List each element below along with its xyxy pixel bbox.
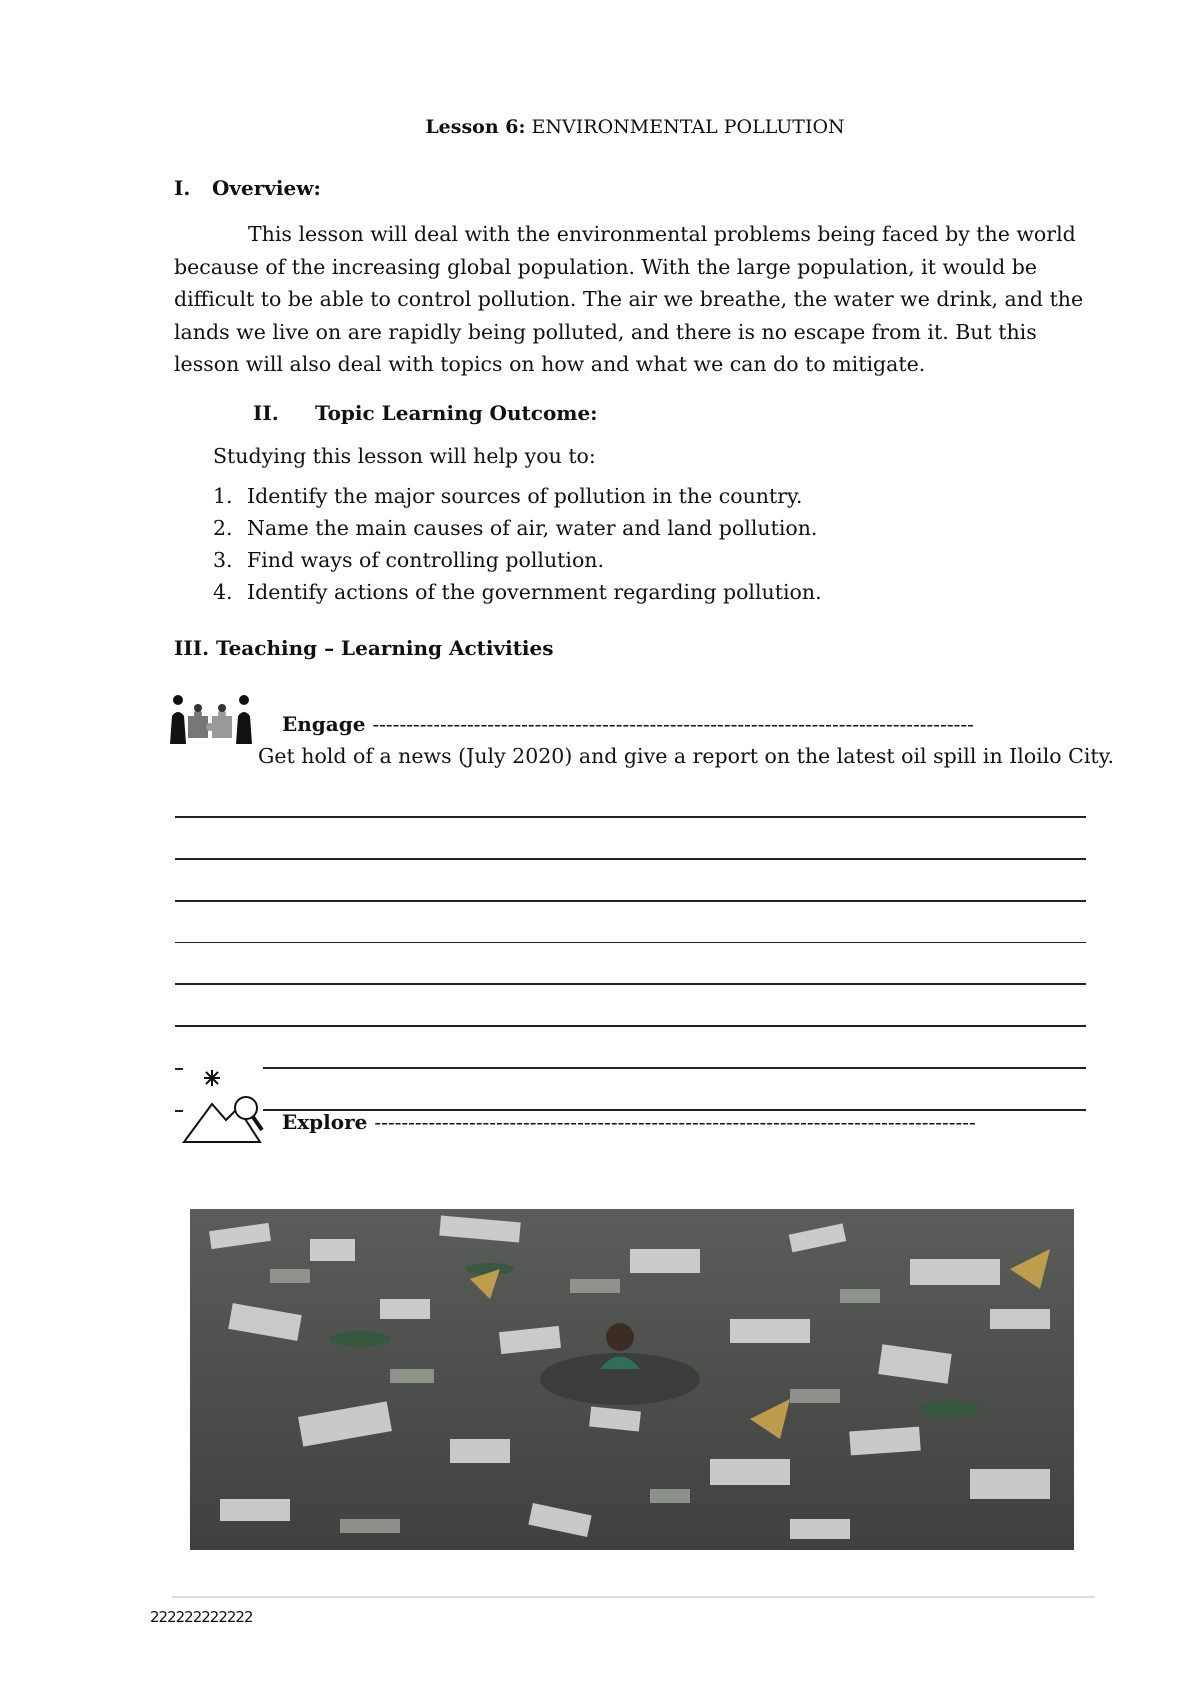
engage-label-row bbox=[282, 712, 974, 736]
explore-dashes: ----------------------------------------------------------------------------------------- bbox=[374, 1110, 976, 1134]
explore-label-row bbox=[282, 1110, 976, 1134]
outcome-heading-text: Topic Learning Outcome: bbox=[315, 401, 598, 425]
answer-line[interactable] bbox=[175, 900, 1086, 902]
footer-page-code: 222222222222 bbox=[150, 1608, 253, 1626]
lesson-title-main: ENVIRONMENTAL POLLUTION bbox=[531, 116, 845, 138]
answer-line[interactable] bbox=[263, 1067, 1086, 1069]
mountain-magnifier-icon bbox=[182, 1068, 268, 1144]
engage-instruction: Get hold of a news (July 2020) and give a report on the latest oil spill in Iloilo City. bbox=[258, 744, 1114, 768]
list-item-text: Identify the major sources of pollution in the country. bbox=[247, 484, 803, 508]
list-item-number: 3. bbox=[213, 548, 233, 572]
outcome-list bbox=[213, 482, 822, 610]
pollution-photo bbox=[190, 1209, 1074, 1550]
overview-heading-text: Overview: bbox=[212, 176, 321, 200]
activities-heading: III. Teaching – Learning Activities bbox=[174, 636, 554, 660]
answer-line[interactable] bbox=[175, 983, 1086, 985]
footer-rule bbox=[172, 1596, 1095, 1598]
people-puzzle-icon bbox=[166, 694, 256, 746]
answer-line[interactable] bbox=[175, 1025, 1086, 1027]
answer-line[interactable] bbox=[175, 858, 1086, 860]
list-item bbox=[213, 578, 822, 610]
list-item bbox=[213, 514, 822, 546]
list-item-number: 4. bbox=[213, 580, 233, 604]
explore-label: Explore bbox=[282, 1110, 368, 1134]
list-item-text: Identify actions of the government regarding pollution. bbox=[247, 580, 822, 604]
lesson-title bbox=[0, 116, 1200, 138]
list-item bbox=[213, 546, 822, 578]
engage-dashes: ----------------------------------------------------------------------------------------- bbox=[372, 712, 974, 736]
overview-heading bbox=[174, 176, 321, 200]
list-item bbox=[213, 482, 822, 514]
outcome-intro: Studying this lesson will help you to: bbox=[213, 444, 596, 468]
list-item-text: Name the main causes of air, water and land pollution. bbox=[247, 516, 818, 540]
answer-line[interactable] bbox=[175, 816, 1086, 818]
engage-label: Engage bbox=[282, 712, 366, 736]
list-item-text: Find ways of controlling pollution. bbox=[247, 548, 605, 572]
list-item-number: 2. bbox=[213, 516, 233, 540]
overview-numeral: I. bbox=[174, 176, 191, 200]
outcome-numeral: II. bbox=[253, 401, 279, 425]
answer-line[interactable] bbox=[175, 942, 1086, 943]
outcome-heading bbox=[253, 401, 598, 425]
lesson-title-prefix: Lesson 6: bbox=[425, 116, 526, 138]
overview-paragraph: This lesson will deal with the environmental problems being faced by the world because of the increasing global population. With the large population, it would be difficult to be able to control pollution. The air we breathe, the water we drink, and the lands we live on are rapidly being polluted, and there is no escape from it. But this lesson will also deal with topics on how and what we can do to mitigate. bbox=[174, 222, 1084, 376]
list-item-number: 1. bbox=[213, 484, 233, 508]
